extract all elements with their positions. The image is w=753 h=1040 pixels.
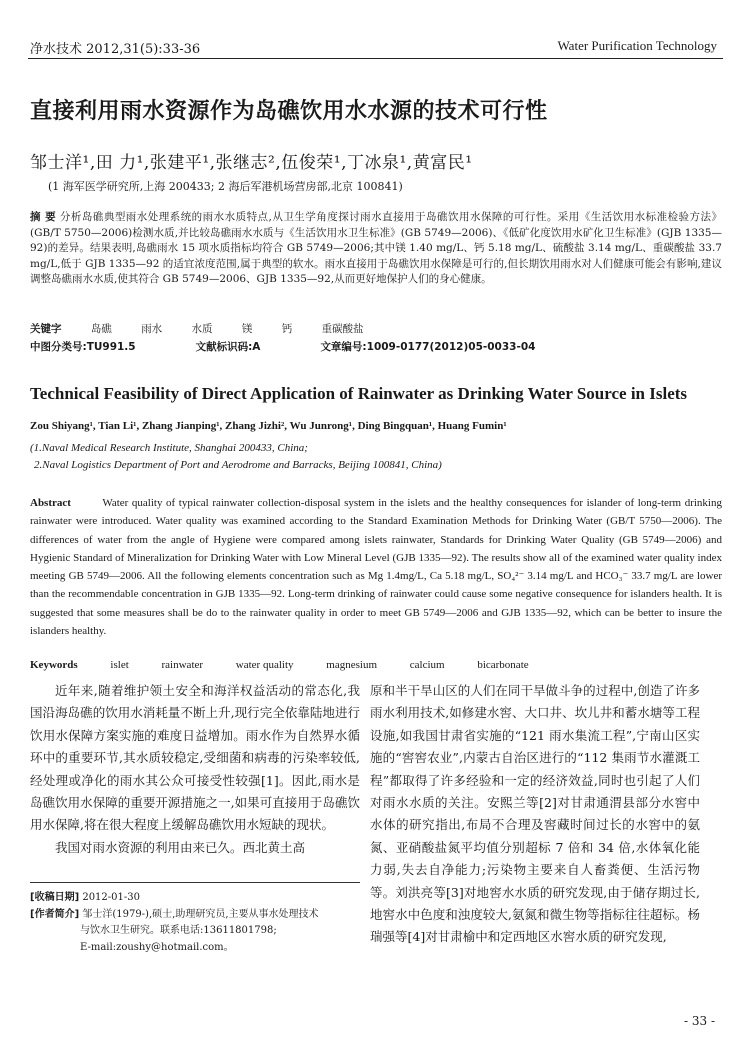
received-date: 2012-01-30 [82, 892, 140, 903]
author-bio: 邹士洋(1979-),硕士,助理研究员,主要从事水处理技术 [82, 908, 319, 920]
keyword-cn: 雨水 [141, 323, 163, 335]
abstract-en-label: Abstract [30, 497, 71, 509]
footnote-author [30, 907, 360, 924]
body-column-left [30, 680, 360, 859]
keyword-cn: 镁 [241, 323, 253, 335]
keyword-en: islet [110, 659, 129, 671]
keyword-en: water quality [235, 659, 294, 671]
keyword-cn: 钙 [281, 323, 293, 335]
keywords-cn [30, 321, 722, 336]
abstract-en [30, 494, 722, 640]
authors-en: Zou Shiyang¹, Tian Li¹, Zhang Jianping¹, Zhang Jizhi², Wu Junrong¹, Ding Bingquan¹, Huang Fumin¹ [30, 420, 507, 432]
authors-cn: 邹士洋¹,田 力¹,张建平¹,张继志²,伍俊荣¹,丁冰泉¹,黄富民¹ [30, 153, 473, 173]
affiliation-en-line: (1.Naval Medical Research Institute, Shanghai 200433, China; [30, 442, 308, 454]
abstract-cn [30, 210, 722, 288]
footnote-received [30, 890, 360, 907]
header-rule [28, 58, 723, 59]
body-paragraph: 原和半干旱山区的人们在同干旱做斗争的过程中,创造了许多雨水利用技术,如修建水窖、大口井、坎儿井和蓄水塘等工程设施,如我国甘肃省实施的“121 雨水集流工程”,宁南山区实施的“窖窖农业”,内蒙古自治区进行的“112 集雨节水灌溉工程”都取得了许多经验和一定的经济效益,同时也引起了人们对雨水水质的关注。安熙兰等[2]对甘肃通渭县部分水窖中水体的研究指出,布局不合理及窖藏时间过长的水窖中的氨氮、亚硝酸盐氮平均值分别超标 7 倍和 34 倍,水体氧化能力弱,失去自净能力;污染物主要来自人畜粪便、生活污物等。刘洪亮等[3]对地窖水水质的研究发现,由于储存期过长,地窖水中色度和浊度较大,氨氮和微生物等指标往往超标。杨瑞强等[4]对甘肃榆中和定西地区水窖水质的研究发现, [370, 683, 700, 945]
journal-header-cn: 净水技术 2012,31(5):33-36 [30, 42, 201, 57]
article-number: 文章编号:1009-0177(2012)05-0033-04 [320, 341, 536, 353]
author-contact: 与饮水卫生研究。联系电话:13611801798; [80, 925, 277, 936]
abstract-cn-label: 摘 要 [30, 211, 57, 223]
keyword-en: bicarbonate [477, 659, 529, 671]
keywords-en-label: Keywords [30, 659, 78, 671]
journal-header-en: Water Purification Technology [557, 38, 717, 53]
received-label: [收稿日期] [30, 892, 80, 903]
keyword-cn: 重碳酸盐 [321, 323, 364, 335]
paper-title-cn: 直接利用雨水资源作为岛礁饮用水水源的技术可行性 [30, 99, 548, 124]
footnote [30, 890, 360, 956]
classification-line [30, 339, 722, 354]
abstract-en-text: Water quality of typical rainwater collection-disposal system in the islets and the healthy consequences for islander of long-term drinking rainwater were introduced. Water quality was examined according to the Standard Examination Methods for Drinking Water (GB/T 5750—2006). The differences of water from the angle of Hygiene were compared among islets rainwater, Standards for Drinking Water Quality (GB 5749—2006) and Hygienic Standard of Mineralization for Drinking Water with Low Mineral Level (GJB 1335—92). The results show all of the examined water quality index meeting GB 5749—2006. All the following elements concentration such as Mg 1.4mg/L, Ca 5.18 mg/L, SO₄²⁻ 3.14 mg/L and HCO₃⁻ 33.7 mg/L are lower than the recommendable concentration in GJB 1335—92. Long-term drinking of rainwater could cause some negative consequence for islanders health. It is suggested that some measures shall be do to the rainwater quality in order to meet GB 5749—2006 and GJB 1335—92, which can be better to insure the islanders healthy. [30, 497, 722, 638]
affiliation-en-line: 2.Naval Logistics Department of Port and Aerodrome and Barracks, Beijing 100841, China) [34, 459, 442, 471]
keyword-en: magnesium [326, 659, 377, 671]
body-paragraph: 我国对雨水资源的利用由来已久。西北黄土高 [55, 839, 306, 855]
affiliation-cn: (1 海军医学研究所,上海 200433; 2 海后军港机场营房部,北京 100841) [48, 180, 403, 193]
page-number: - 33 - [683, 1014, 715, 1028]
document-code: 文献标识码:A [195, 341, 261, 353]
keyword-cn: 水质 [191, 323, 213, 335]
keyword-en: rainwater [161, 659, 204, 671]
author-bio-label: [作者简介] [30, 908, 80, 920]
paper-title-en: Technical Feasibility of Direct Application of Rainwater as Drinking Water Source in Islets [30, 384, 688, 403]
keyword-cn: 岛礁 [90, 323, 112, 335]
keyword-en: calcium [409, 659, 445, 671]
author-email: E-mail:zoushy@hotmail.com。 [80, 941, 234, 953]
clc-number: 中图分类号:TU991.5 [30, 341, 136, 353]
abstract-cn-text: 分析岛礁典型雨水处理系统的雨水水质特点,从卫生学角度探讨雨水直接用于岛礁饮用水保障的可行性。采用《生活饮用水标准检验方法》(GB/T 5750—2006)检测水质,并比较岛礁雨水水质与《生活饮用水卫生标准》(GB 5749—2006)、《低矿化度饮用水矿化卫生标准》(GJB 1335—92)的差异。结果表明,岛礁雨水 15 项水质指标均符合 GB 5749—2006;其中镁 1.40 mg/L、钙 5.18 mg/L、硫酸盐 3.14 mg/L、重碳酸盐 33.7 mg/L,低于 GJB 1335—92 的适宜浓度范围,属于典型的软水。雨水直接用于岛礁饮用水保障是可行的,但长期饮用雨水对人们健康可能会有影响,建议调整岛礁雨水水质,使其符合 GB 5749—2006、GJB 1335—92,从而更好地保护人们的身心健康。 [30, 211, 722, 286]
keywords-en [30, 659, 722, 671]
body-column-right [370, 680, 700, 949]
footnote-rule [30, 882, 360, 883]
affiliation-en [30, 440, 730, 474]
body-paragraph: 近年来,随着维护领土安全和海洋权益活动的常态化,我国沿海岛礁的饮用水消耗量不断上升,现行完全依靠陆地进行饮用水保障方案实施的难度日益增加。雨水作为自然界水循环中的重要环节,其水质较稳定,受细菌和病毒的污染率较低,经处理或净化的雨水其公众可接受性较强[1]。因此,雨水是岛礁饮用水保障的重要开源措施之一,如果可直接用于岛礁饮用水保障,将在很大程度上缓解岛礁饮用水短缺的现状。 [30, 683, 360, 833]
keywords-cn-label: 关键字 [30, 323, 62, 335]
